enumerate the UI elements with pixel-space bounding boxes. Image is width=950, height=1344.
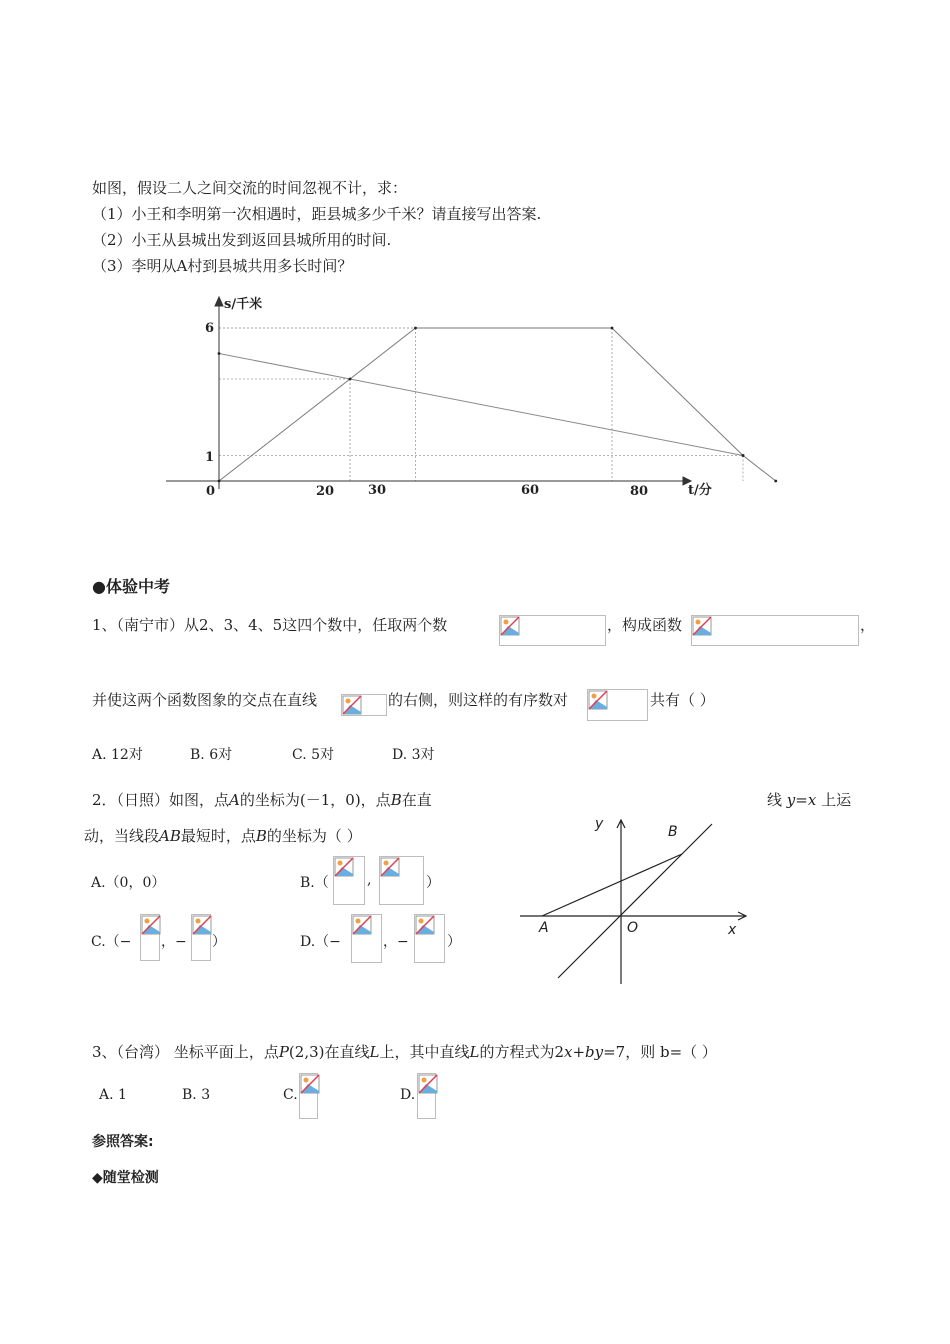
q3-var-by: by (585, 1043, 604, 1061)
q3-text: + (572, 1043, 586, 1061)
q3-text: 的方程式为2 (479, 1043, 564, 1061)
y-axis-label: y (595, 816, 604, 832)
q1-text-e: 的右侧，则这样的有序数对 (388, 691, 569, 709)
intro-line-0: 如图，假设二人之间交流的时间忽视不计，求： (92, 179, 408, 197)
q3-var-x: x (563, 1043, 573, 1061)
y-tick-6: 6 (205, 321, 215, 336)
math-image-placeholder (341, 694, 387, 716)
q1-option-b: B. 6对 (190, 747, 233, 763)
data-point (774, 480, 777, 483)
coordinate-figure (510, 808, 760, 988)
image-placeholder-icon (141, 915, 161, 935)
q2-text: 最短时，点 (180, 827, 256, 845)
q2-text: 上运 (821, 791, 852, 809)
x-tick-30: 30 (368, 483, 387, 498)
math-image-placeholder (351, 914, 382, 963)
q3-text: =7，则 b=（ ） (603, 1043, 717, 1061)
math-image-placeholder (379, 856, 424, 905)
math-image-placeholder (333, 856, 365, 905)
segment-ab (542, 854, 682, 916)
image-placeholder-icon (352, 915, 372, 935)
q1-text-b: ，构成函数 (607, 616, 683, 634)
q2-option-b-end: ） (426, 875, 440, 891)
y-tick-1: 1 (205, 450, 215, 465)
section-title: ●体验中考 (92, 577, 170, 596)
q3-var-p: P (278, 1043, 289, 1061)
q2-text: 动，当线段 (84, 827, 160, 845)
math-image-placeholder (299, 1073, 318, 1119)
math-image-placeholder (587, 689, 648, 721)
image-placeholder-icon (588, 690, 608, 710)
q2-line2 (84, 825, 362, 846)
q2-text: 的坐标为（ ） (266, 827, 362, 845)
point-b-label: B (668, 824, 678, 840)
image-placeholder-icon (334, 857, 354, 877)
math-image-placeholder (140, 914, 160, 961)
q3-option-d: D. (400, 1087, 416, 1103)
line-y-equals-x (558, 824, 712, 978)
series-line-0 (219, 328, 776, 481)
q3-text: (2,3)在直线 (288, 1043, 370, 1061)
q1-option-c: C. 5对 (292, 747, 335, 763)
x-tick-60: 60 (521, 483, 540, 498)
q1-option-a: A. 12对 (92, 747, 143, 763)
q1-text-a: 1、（南宁市）从2、3、4、5这四个数中，任取两个数 (92, 616, 448, 634)
q2-option-c-label: C.（− (91, 934, 132, 950)
point-a-label: A (539, 920, 549, 936)
image-placeholder-icon (418, 1074, 438, 1094)
q1-text-d: 并使这两个函数图象的交点在直线 (92, 691, 318, 709)
x-tick-0: 0 (206, 484, 216, 499)
data-point (414, 327, 417, 330)
origin-label: O (627, 920, 639, 936)
q2-equation: y=x (786, 791, 817, 809)
q3-var-l: L (369, 1043, 380, 1061)
q1-option-d: D. 3对 (392, 747, 435, 763)
q3-var-l: L (469, 1043, 480, 1061)
q2-option-b-label: B.（ (300, 875, 329, 891)
q2-text: 线 (767, 791, 783, 809)
x-axis-label: t/分 (688, 483, 712, 498)
q3-option-c: C. (283, 1087, 298, 1103)
math-image-placeholder (191, 914, 211, 961)
image-placeholder-icon (342, 695, 362, 715)
q1-text-f: 共有（ ） (650, 691, 715, 709)
q2-option-a: A.（0，0） (91, 875, 166, 891)
math-image-placeholder (499, 615, 606, 646)
y-axis-label: s/千米 (224, 297, 263, 312)
q2-var-b: B (390, 791, 402, 809)
q2-option-d-label: D.（− (300, 934, 341, 950)
q2-option-d-sep: ，− (383, 934, 409, 950)
data-point (349, 378, 352, 381)
intro-line-1: （1）小王和李明第一次相遇时，距县城多少千米？请直接写出答案. (92, 205, 542, 223)
q3-text: 3、（台湾） 坐标平面上，点 (92, 1043, 279, 1061)
q2-text: 在直 (401, 791, 432, 809)
q2-option-c-sep: ，− (161, 934, 187, 950)
chart-series (219, 328, 776, 481)
data-point (742, 454, 745, 457)
image-placeholder-icon (692, 616, 712, 636)
q2-var-a: A (229, 791, 240, 809)
q3-option-b: B. 3 (182, 1087, 211, 1103)
y-axis-arrow (215, 297, 223, 306)
data-point (218, 480, 221, 483)
x-tick-80: 80 (630, 484, 649, 499)
series-line-1 (219, 354, 743, 456)
q2-var-ab: AB (159, 827, 181, 845)
answers-subtitle: ◆随堂检测 (92, 1170, 159, 1186)
q2-var-b: B (255, 827, 267, 845)
q2-text: 2．（日照）如图，点 (92, 791, 230, 809)
data-point (611, 327, 614, 330)
q1-text-c: ， (860, 616, 876, 634)
image-placeholder-icon (380, 857, 400, 877)
math-image-placeholder (417, 1073, 436, 1119)
intro-line-3: （3）李明从A村到县城共用多长时间？ (92, 257, 353, 275)
x-axis-label: x (728, 922, 737, 938)
q2-option-b-sep: , (367, 872, 372, 888)
q3-option-a: A. 1 (99, 1087, 127, 1103)
image-placeholder-icon (300, 1074, 320, 1094)
q2-text: 的坐标为(－1，0)，点 (239, 791, 391, 809)
q2-option-c-end: ） (212, 934, 226, 950)
intro-line-2: （2）小王从县城出发到返回县城所用的时间. (92, 231, 392, 249)
q2-line1 (92, 789, 432, 810)
data-point (218, 352, 221, 355)
q3-text: 上，其中直线 (379, 1043, 470, 1061)
answers-title: 参照答案: (92, 1134, 154, 1150)
q3-line (92, 1041, 717, 1062)
q2-line1-end (767, 789, 851, 810)
image-placeholder-icon (500, 616, 520, 636)
math-image-placeholder (414, 914, 445, 963)
distance-time-chart (0, 0, 950, 520)
math-image-placeholder (691, 615, 859, 646)
image-placeholder-icon (415, 915, 435, 935)
q2-option-d-end: ） (447, 934, 461, 950)
x-tick-20: 20 (316, 484, 335, 499)
chart-points (218, 327, 778, 483)
image-placeholder-icon (192, 915, 212, 935)
